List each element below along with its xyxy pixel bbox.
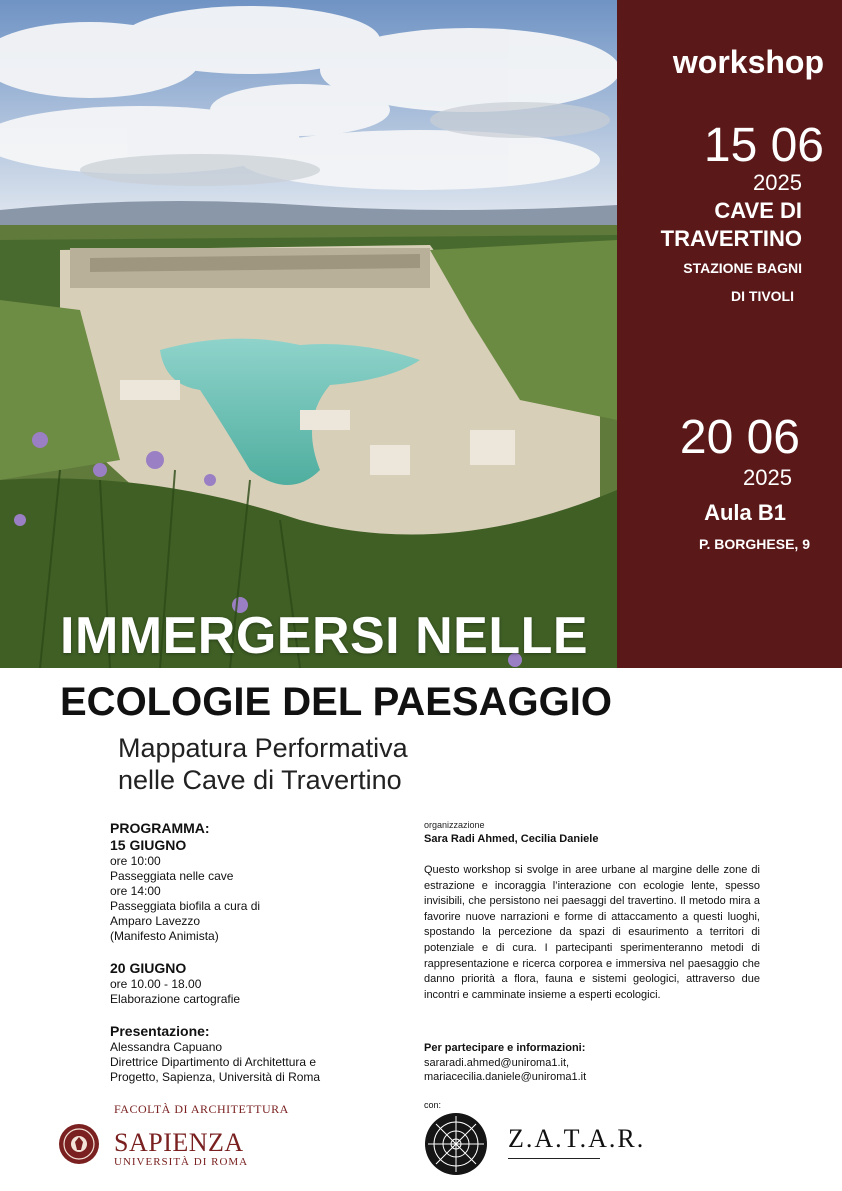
event1-sublocation-line1: STAZIONE BAGNI	[683, 260, 802, 276]
program-day1: 15 GIUGNO	[110, 837, 187, 853]
event1-location-line2: TRAVERTINO	[660, 226, 802, 251]
title-line1: IMMERGERSI NELLE	[60, 607, 589, 665]
with-label: con:	[424, 1100, 442, 1110]
email-link[interactable]: sararadi.ahmed@uniroma1.it,	[424, 1057, 570, 1069]
presentation-item: Direttrice Dipartimento di Architettura e	[110, 1055, 317, 1069]
organization-names: Sara Radi Ahmed, Cecilia Daniele	[424, 833, 599, 845]
program-day2-item: Elaborazione cartografie	[110, 992, 241, 1006]
program-day1-item: ore 10:00	[110, 854, 161, 868]
quarry-landscape-photo	[0, 0, 617, 668]
event1-year: 2025	[753, 170, 802, 195]
university-name: SAPIENZA	[114, 1128, 244, 1157]
title-line2: ECOLOGIE DEL PAESAGGIO	[60, 680, 612, 724]
contact-emails	[424, 1056, 586, 1084]
subtitle-line1: Mappatura Performativa	[118, 733, 408, 763]
program-heading: PROGRAMMA:	[110, 820, 210, 836]
program-day1-item: ore 14:00	[110, 884, 161, 898]
mandala-logo-icon	[424, 1112, 488, 1176]
event1-date: 15 06	[703, 119, 824, 172]
zatar-logo: Z.A.T.A.R.	[508, 1124, 646, 1153]
info-heading: Per partecipare e informazioni:	[424, 1042, 586, 1054]
email-link[interactable]: mariacecilia.daniele@uniroma1.it	[424, 1071, 587, 1083]
faculty-label: FACOLTÀ DI ARCHITETTURA	[114, 1102, 289, 1116]
event2-year: 2025	[743, 465, 792, 490]
program-day2-item: ore 10.00 - 18.00	[110, 977, 202, 991]
program-day2: 20 GIUGNO	[110, 960, 187, 976]
subtitle	[118, 732, 408, 796]
university-subname: UNIVERSITÀ DI ROMA	[114, 1156, 249, 1168]
event1-location-line1: CAVE DI	[714, 198, 802, 223]
presentation-item: Alessandra Capuano	[110, 1040, 223, 1054]
workshop-label: workshop	[672, 44, 824, 80]
program-day1-item: Passeggiata nelle cave	[110, 869, 234, 883]
workshop-description: Questo workshop si svolge in aree urbane al margine delle zone di estrazione e incoraggia l’interazione con ecologie lente, spesso invisibili, che persistono nei paesaggi del travertino. Il metodo mira a favorire nuove narrazioni e forme di attaccamento a questi luoghi, spostando la percezione da spazi di esaurimento a territori di potenziale e di cura. I partecipanti sperimenteranno metodi di rappresentazione e ricerca corporea e immersiva nel paesaggio che danno priorità a flora, fauna e sistemi geologici, attraverso due incontri e camminate insieme a esperti ecologici.	[424, 864, 760, 1001]
event2-date: 20 06	[679, 411, 800, 464]
event-panel	[617, 0, 842, 668]
sapienza-seal-icon	[58, 1123, 100, 1165]
presentation-item: Progetto, Sapienza, Università di Roma	[110, 1070, 321, 1084]
subtitle-line2: nelle Cave di Travertino	[118, 765, 402, 795]
program-day1-item: Amparo Lavezzo	[110, 914, 201, 928]
program-day1-item: (Manifesto Animista)	[110, 929, 219, 943]
program-section	[110, 820, 410, 1085]
program-day1-item: Passeggiata biofila a cura di	[110, 899, 261, 913]
event2-address: P. BORGHESE, 9	[698, 536, 810, 552]
event1-sublocation-line2: DI TIVOLI	[731, 288, 794, 304]
event2-location: Aula B1	[704, 500, 786, 525]
presentation-heading: Presentazione:	[110, 1023, 210, 1039]
zatar-underline	[508, 1158, 600, 1159]
organization-label: organizzazione	[424, 820, 485, 830]
